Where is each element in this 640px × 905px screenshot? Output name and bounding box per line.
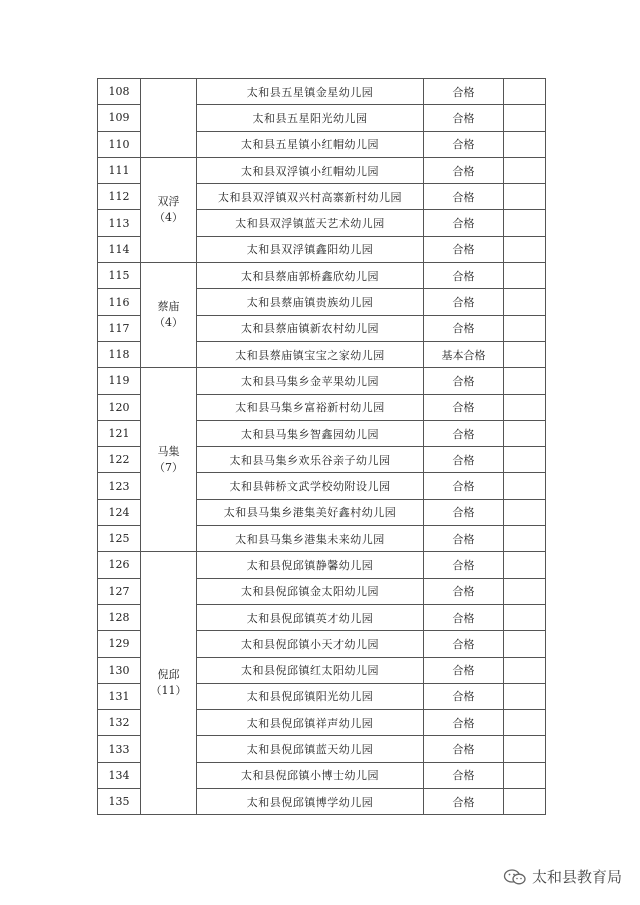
inspection-result: 合格 [424, 762, 504, 788]
row-number: 134 [98, 762, 141, 788]
row-number: 115 [98, 263, 141, 289]
inspection-result: 合格 [424, 657, 504, 683]
kindergarten-name: 太和县马集乡欢乐谷亲子幼儿园 [197, 447, 424, 473]
row-number: 112 [98, 184, 141, 210]
inspection-result: 合格 [424, 710, 504, 736]
inspection-result: 合格 [424, 263, 504, 289]
kindergarten-name: 太和县韩桥文武学校幼附设儿园 [197, 473, 424, 499]
town-name: 蔡庙 [157, 300, 180, 314]
kindergarten-name: 太和县倪邱镇博学幼儿园 [197, 789, 424, 815]
inspection-result: 合格 [424, 131, 504, 157]
kindergarten-name: 太和县马集乡富裕新村幼儿园 [197, 394, 424, 420]
remarks-cell [504, 236, 546, 262]
table-row [98, 368, 546, 394]
row-number: 125 [98, 526, 141, 552]
kindergarten-name: 太和县双浮镇鑫阳幼儿园 [197, 236, 424, 262]
kindergarten-name: 太和县双浮镇蓝天艺术幼儿园 [197, 210, 424, 236]
inspection-result: 合格 [424, 447, 504, 473]
inspection-result: 合格 [424, 236, 504, 262]
row-number: 108 [98, 79, 141, 105]
town-name: 马集 [157, 444, 180, 458]
remarks-cell [504, 657, 546, 683]
remarks-cell [504, 683, 546, 709]
inspection-result: 合格 [424, 789, 504, 815]
remarks-cell [504, 289, 546, 315]
row-number: 131 [98, 683, 141, 709]
remarks-cell [504, 526, 546, 552]
kindergarten-name: 太和县倪邱镇小天才幼儿园 [197, 631, 424, 657]
town-name: 倪邱 [157, 668, 180, 682]
row-number: 126 [98, 552, 141, 578]
town-cell [141, 79, 197, 158]
inspection-result: 合格 [424, 526, 504, 552]
remarks-cell [504, 631, 546, 657]
kindergarten-name: 太和县倪邱镇阳光幼儿园 [197, 683, 424, 709]
inspection-result: 合格 [424, 368, 504, 394]
row-number: 111 [98, 157, 141, 183]
kindergarten-name: 太和县倪邱镇金太阳幼儿园 [197, 578, 424, 604]
remarks-cell [504, 184, 546, 210]
remarks-cell [504, 447, 546, 473]
kindergarten-name: 太和县蔡庙镇宝宝之家幼儿园 [197, 341, 424, 367]
inspection-result: 基本合格 [424, 341, 504, 367]
remarks-cell [504, 578, 546, 604]
town-cell [141, 552, 197, 815]
row-number: 109 [98, 105, 141, 131]
remarks-cell [504, 473, 546, 499]
kindergarten-name: 太和县蔡庙郭桥鑫欣幼儿园 [197, 263, 424, 289]
kindergarten-name: 太和县五星镇金星幼儿园 [197, 79, 424, 105]
row-number: 116 [98, 289, 141, 315]
remarks-cell [504, 710, 546, 736]
remarks-cell [504, 789, 546, 815]
kindergarten-name: 太和县倪邱镇蓝天幼儿园 [197, 736, 424, 762]
town-cell [141, 157, 197, 262]
table-row [98, 157, 546, 183]
inspection-result: 合格 [424, 184, 504, 210]
remarks-cell [504, 552, 546, 578]
row-number: 114 [98, 236, 141, 262]
kindergarten-name: 太和县五星阳光幼儿园 [197, 105, 424, 131]
inspection-result: 合格 [424, 631, 504, 657]
town-count: （11） [150, 684, 187, 698]
remarks-cell [504, 315, 546, 341]
town-name: 双浮 [157, 194, 180, 208]
row-number: 123 [98, 473, 141, 499]
remarks-cell [504, 368, 546, 394]
row-number: 124 [98, 499, 141, 525]
inspection-result: 合格 [424, 394, 504, 420]
inspection-result: 合格 [424, 604, 504, 630]
kindergarten-name: 太和县双浮镇双兴村高寨新村幼儿园 [197, 184, 424, 210]
row-number: 132 [98, 710, 141, 736]
kindergarten-name: 太和县蔡庙镇贵族幼儿园 [197, 289, 424, 315]
inspection-result: 合格 [424, 552, 504, 578]
inspection-result: 合格 [424, 473, 504, 499]
row-number: 129 [98, 631, 141, 657]
inspection-result: 合格 [424, 683, 504, 709]
row-number: 110 [98, 131, 141, 157]
town-cell [141, 368, 197, 552]
row-number: 135 [98, 789, 141, 815]
table-row [98, 79, 546, 105]
row-number: 118 [98, 341, 141, 367]
remarks-cell [504, 736, 546, 762]
kindergarten-name: 太和县倪邱镇祥声幼儿园 [197, 710, 424, 736]
table-row [98, 552, 546, 578]
table-row [98, 263, 546, 289]
remarks-cell [504, 263, 546, 289]
remarks-cell [504, 762, 546, 788]
remarks-cell [504, 420, 546, 446]
town-count: （7） [154, 460, 183, 474]
town-count: （4） [154, 210, 183, 224]
kindergarten-name: 太和县倪邱镇小博士幼儿园 [197, 762, 424, 788]
row-number: 121 [98, 420, 141, 446]
inspection-result: 合格 [424, 105, 504, 131]
inspection-result: 合格 [424, 289, 504, 315]
remarks-cell [504, 499, 546, 525]
kindergarten-name: 太和县双浮镇小红帽幼儿园 [197, 157, 424, 183]
kindergarten-name: 太和县马集乡智鑫园幼儿园 [197, 420, 424, 446]
watermark-text: 太和县教育局 [531, 868, 622, 886]
remarks-cell [504, 394, 546, 420]
row-number: 133 [98, 736, 141, 762]
row-number: 128 [98, 604, 141, 630]
kindergarten-name: 太和县倪邱镇静馨幼儿园 [197, 552, 424, 578]
remarks-cell [504, 210, 546, 236]
inspection-result: 合格 [424, 210, 504, 236]
inspection-result: 合格 [424, 157, 504, 183]
kindergarten-name: 太和县五星镇小红帽幼儿园 [197, 131, 424, 157]
inspection-result: 合格 [424, 736, 504, 762]
row-number: 119 [98, 368, 141, 394]
kindergarten-name: 太和县马集乡金苹果幼儿园 [197, 368, 424, 394]
wechat-icon [503, 868, 527, 886]
remarks-cell [504, 131, 546, 157]
kindergarten-name: 太和县倪邱镇红太阳幼儿园 [197, 657, 424, 683]
kindergarten-inspection-table [97, 78, 546, 815]
town-count: （4） [154, 316, 183, 330]
row-number: 127 [98, 578, 141, 604]
kindergarten-name: 太和县马集乡港集未来幼儿园 [197, 526, 424, 552]
remarks-cell [504, 604, 546, 630]
inspection-result: 合格 [424, 315, 504, 341]
row-number: 130 [98, 657, 141, 683]
kindergarten-name: 太和县倪邱镇英才幼儿园 [197, 604, 424, 630]
inspection-result: 合格 [424, 578, 504, 604]
remarks-cell [504, 341, 546, 367]
remarks-cell [504, 79, 546, 105]
row-number: 122 [98, 447, 141, 473]
inspection-result: 合格 [424, 499, 504, 525]
watermark [503, 866, 622, 887]
town-cell [141, 263, 197, 368]
inspection-result: 合格 [424, 420, 504, 446]
row-number: 117 [98, 315, 141, 341]
kindergarten-name: 太和县马集乡港集美好鑫村幼儿园 [197, 499, 424, 525]
kindergarten-name: 太和县蔡庙镇新农村幼儿园 [197, 315, 424, 341]
remarks-cell [504, 105, 546, 131]
row-number: 120 [98, 394, 141, 420]
remarks-cell [504, 157, 546, 183]
row-number: 113 [98, 210, 141, 236]
inspection-result: 合格 [424, 79, 504, 105]
